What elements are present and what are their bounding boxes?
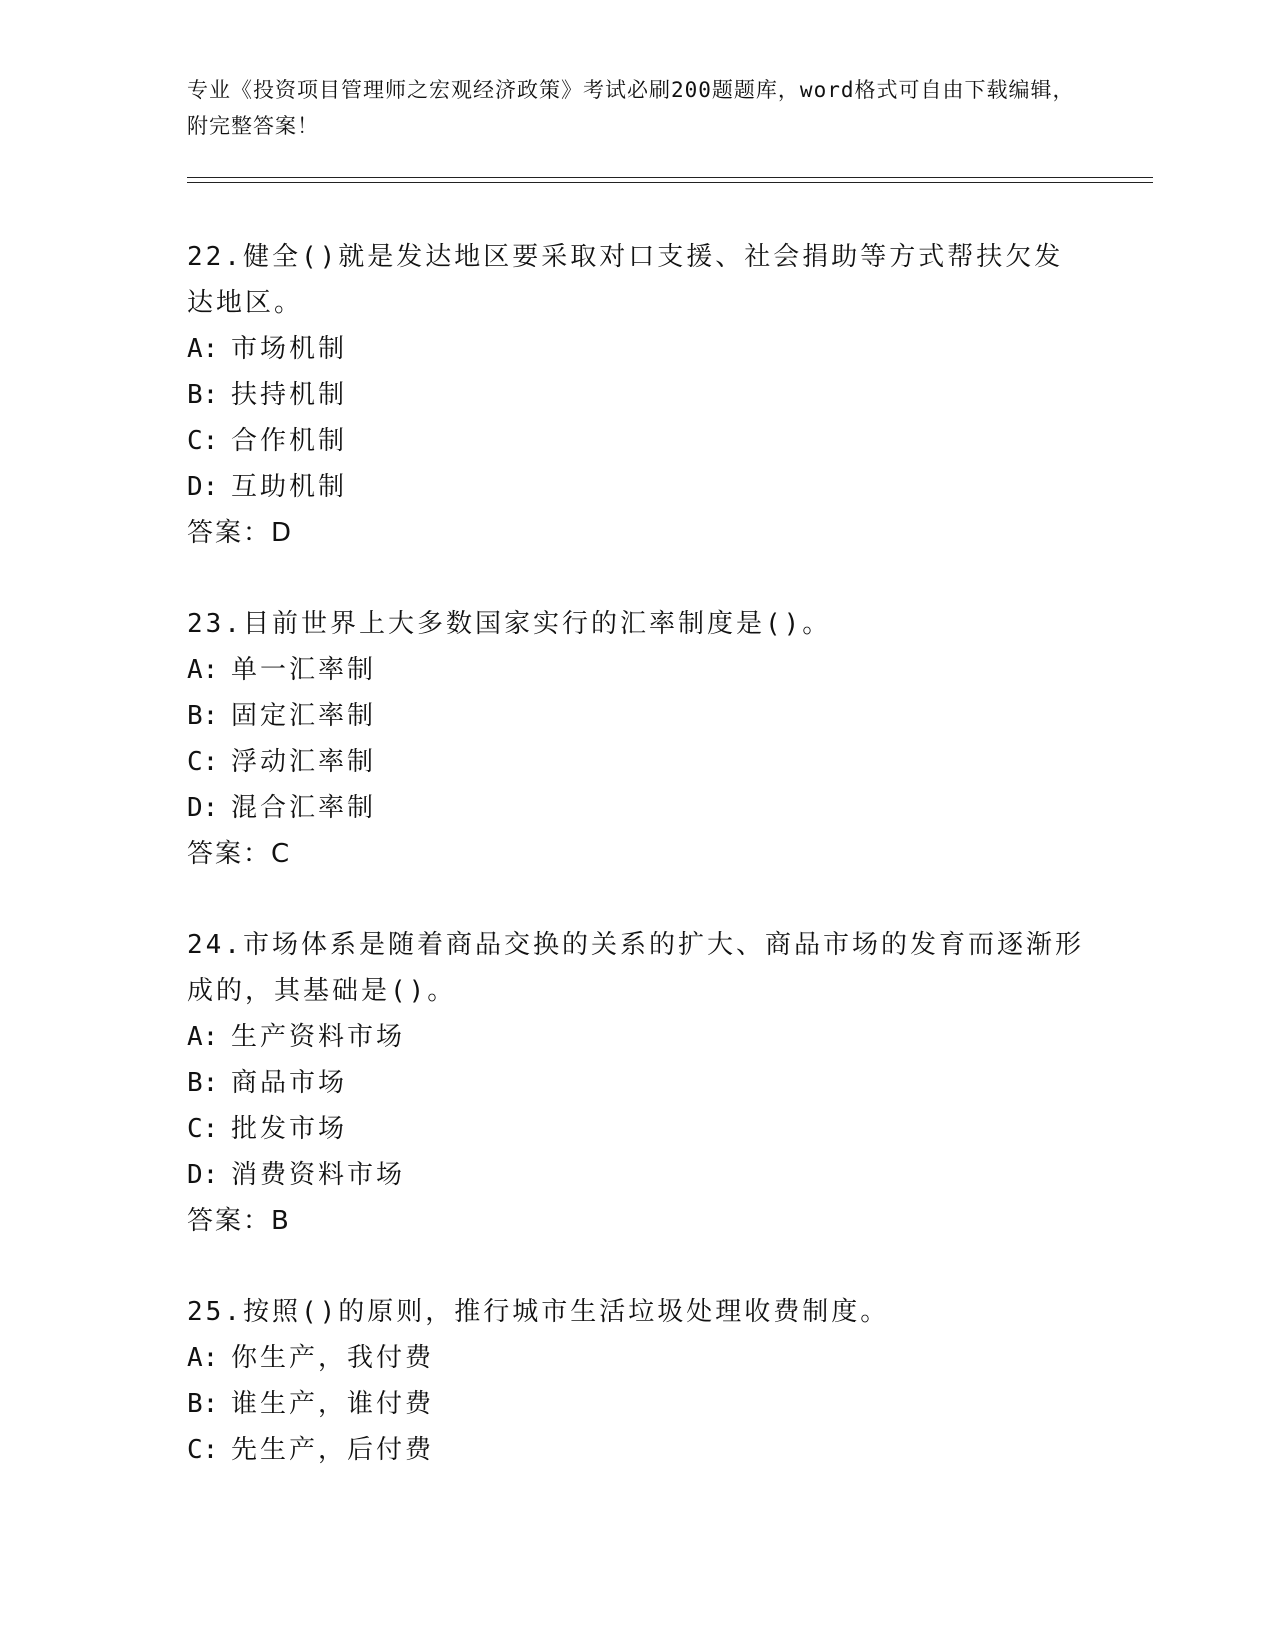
option-text: 商品市场 xyxy=(231,1068,348,1098)
option-d xyxy=(187,464,1087,510)
option-a xyxy=(187,647,1087,693)
document-header xyxy=(187,72,1087,144)
option-text: 互助机制 xyxy=(231,472,348,502)
option-text: 混合汇率制 xyxy=(231,793,377,823)
option-c xyxy=(187,1427,1087,1473)
option-label: C: xyxy=(187,747,219,777)
option-label: D: xyxy=(187,793,219,823)
option-text: 先生产，后付费 xyxy=(231,1435,435,1465)
option-label: D: xyxy=(187,472,219,502)
question-24 xyxy=(187,922,1087,1244)
question-text: 22.健全()就是发达地区要采取对口支援、社会捐助等方式帮扶欠发达地区。 xyxy=(187,242,1064,318)
option-d xyxy=(187,1152,1087,1198)
option-text: 你生产，我付费 xyxy=(231,1343,435,1373)
answer: 答案：C xyxy=(187,839,292,869)
option-b xyxy=(187,1381,1087,1427)
option-label: B: xyxy=(187,1389,219,1419)
option-label: A: xyxy=(187,1343,219,1373)
option-text: 浮动汇率制 xyxy=(231,747,377,777)
option-text: 单一汇率制 xyxy=(231,655,377,685)
option-text: 扶持机制 xyxy=(231,380,348,410)
header-intro: 专业《投资项目管理师之宏观经济政策》考试必刷200题题库，word格式可自由下载编辑，附完整答案！ xyxy=(187,78,1075,138)
option-label: A: xyxy=(187,655,219,685)
question-23 xyxy=(187,601,1087,877)
option-label: A: xyxy=(187,1022,219,1052)
option-label: C: xyxy=(187,1435,219,1465)
answer: 答案：D xyxy=(187,518,294,548)
option-c xyxy=(187,418,1087,464)
header-divider-top xyxy=(187,177,1153,178)
option-d xyxy=(187,785,1087,831)
option-text: 市场机制 xyxy=(231,334,348,364)
option-b xyxy=(187,372,1087,418)
option-text: 生产资料市场 xyxy=(231,1022,406,1052)
option-label: B: xyxy=(187,380,219,410)
question-text: 24.市场体系是随着商品交换的关系的扩大、商品市场的发育而逐渐形成的，其基础是()。 xyxy=(187,930,1084,1006)
option-text: 谁生产，谁付费 xyxy=(231,1389,435,1419)
option-c xyxy=(187,1106,1087,1152)
question-22 xyxy=(187,234,1087,556)
option-text: 消费资料市场 xyxy=(231,1160,406,1190)
question-text: 25.按照()的原则，推行城市生活垃圾处理收费制度。 xyxy=(187,1297,890,1327)
option-label: C: xyxy=(187,426,219,456)
question-text: 23.目前世界上大多数国家实行的汇率制度是()。 xyxy=(187,609,832,639)
option-a xyxy=(187,1014,1087,1060)
option-label: B: xyxy=(187,1068,219,1098)
option-text: 合作机制 xyxy=(231,426,348,456)
option-b xyxy=(187,1060,1087,1106)
option-label: A: xyxy=(187,334,219,364)
option-text: 批发市场 xyxy=(231,1114,348,1144)
option-text: 固定汇率制 xyxy=(231,701,377,731)
option-label: D: xyxy=(187,1160,219,1190)
header-divider-bottom xyxy=(187,182,1153,183)
question-25 xyxy=(187,1289,1087,1473)
option-a xyxy=(187,1335,1087,1381)
option-c xyxy=(187,739,1087,785)
option-label: C: xyxy=(187,1114,219,1144)
option-a xyxy=(187,326,1087,372)
option-b xyxy=(187,693,1087,739)
answer: 答案：B xyxy=(187,1206,291,1236)
option-label: B: xyxy=(187,701,219,731)
